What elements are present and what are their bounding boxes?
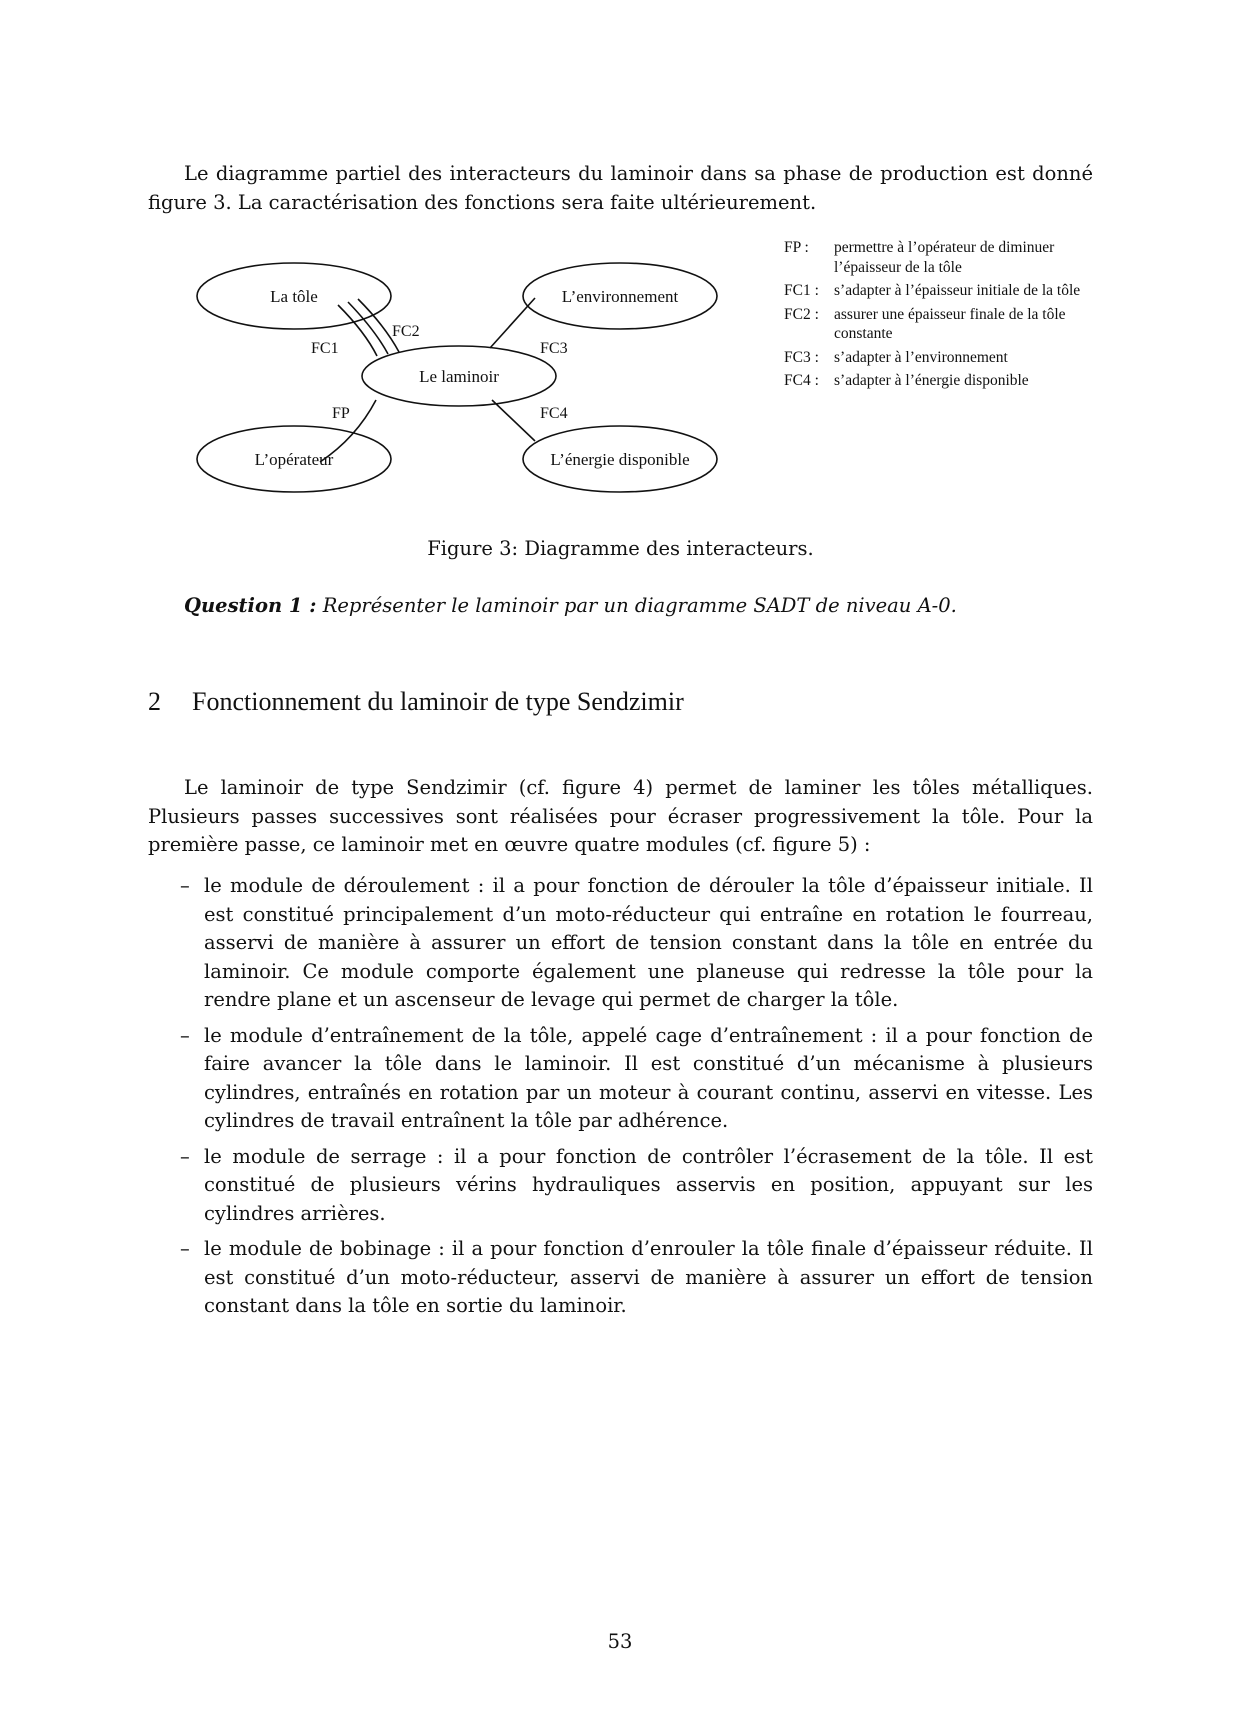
list-item xyxy=(180,1143,1093,1229)
diagram-canvas xyxy=(180,232,780,512)
question-text: Représenter le laminoir par un diagramme SADT de niveau A-0. xyxy=(322,594,957,617)
node-laminoir-label: Le laminoir xyxy=(419,367,499,386)
node-energie-label: L’énergie disponible xyxy=(550,450,690,469)
body-paragraph: Le laminoir de type Sendzimir (cf. figure 4) permet de laminer les tôles métalliques. Plusieurs passes successives sont réalisées pour écraser progressivement la tôle. Pour la première passe, ce laminoir met en œuvre quatre modules (cf. figure 5) : xyxy=(148,776,1093,856)
legend-row xyxy=(784,371,1084,391)
list-item xyxy=(180,1022,1093,1136)
legend-text: permettre à l’opérateur de diminuer l’épaisseur de la tôle xyxy=(834,239,1055,276)
legend-text: s’adapter à l’énergie disponible xyxy=(834,372,1029,389)
link-fc4 xyxy=(492,400,535,441)
list-item-text: le module d’entraînement de la tôle, appelé cage d’entraînement : il a pour fonction de faire avancer la tôle dans le laminoir. Il est constitué d’un mécanisme à plusieurs cylindres, entraînés en rotation par un moteur à courant continu, asservi en vitesse. Les cylindres de travail entraînent la tôle par adhérence. xyxy=(204,1023,1093,1132)
node-operateur-label: L’opérateur xyxy=(254,450,334,469)
figure-caption: Figure 3: Diagramme des interacteurs. xyxy=(427,537,814,560)
legend-row xyxy=(784,305,1084,344)
function-legend xyxy=(784,238,1084,395)
list-item xyxy=(180,872,1093,1015)
link-fp-label: FP xyxy=(332,405,350,422)
bullet-dash: – xyxy=(180,874,190,897)
question-1 xyxy=(184,594,957,617)
section-title: Fonctionnement du laminoir de type Sendzimir xyxy=(192,687,684,716)
question-label: Question 1 : xyxy=(184,594,317,617)
link-fc3-label: FC3 xyxy=(540,340,568,357)
legend-code: FC1 : xyxy=(784,282,819,299)
legend-row xyxy=(784,348,1084,368)
interactor-diagram xyxy=(180,232,1080,512)
list-item xyxy=(180,1235,1093,1321)
node-environnement-label: L’environnement xyxy=(561,287,679,306)
list-item-text: le module de déroulement : il a pour fonction de dérouler la tôle d’épaisseur initiale. Il est constitué principalement d’un moto-réducteur qui entraîne en rotation le fourreau, asservi de manière à assurer un effort de tension constant dans la tôle en entrée du laminoir. Ce module comporte également une planeuse qui redresse la tôle pour la rendre plane et un ascenseur de levage qui permet de charger la tôle. xyxy=(204,874,1093,1011)
legend-text: assurer une épaisseur finale de la tôle constante xyxy=(834,305,1066,342)
bullet-dash: – xyxy=(180,1023,190,1047)
link-fc2-label: FC2 xyxy=(392,323,420,340)
node-tole-label: La tôle xyxy=(270,287,318,306)
module-list xyxy=(180,872,1093,1328)
legend-text: s’adapter à l’épaisseur initiale de la tôle xyxy=(834,282,1081,299)
link-fc3 xyxy=(490,298,535,348)
legend-row xyxy=(784,281,1084,301)
bullet-dash: – xyxy=(180,1237,190,1260)
section-number: 2 xyxy=(148,687,161,716)
list-item-text: le module de serrage : il a pour fonction de contrôler l’écrasement de la tôle. Il est constitué de plusieurs vérins hydrauliques asservis en position, appuyant sur les cylindres arrières. xyxy=(204,1144,1093,1225)
list-item-text: le module de bobinage : il a pour fonction d’enrouler la tôle finale d’épaisseur réduite. Il est constitué d’un moto-réducteur, asservi de manière à assurer un effort de tension constant dans la tôle en sortie du laminoir. xyxy=(204,1237,1093,1317)
link-fc4-label: FC4 xyxy=(540,405,568,422)
legend-code: FP : xyxy=(784,239,809,256)
link-fc1-label: FC1 xyxy=(311,340,339,357)
legend-code: FC4 : xyxy=(784,372,819,389)
legend-code: FC2 : xyxy=(784,305,819,323)
intro-paragraph: Le diagramme partiel des interacteurs du laminoir dans sa phase de production est donné figure 3. La caractérisation des fonctions sera faite ultérieurement. xyxy=(148,162,1093,214)
legend-code: FC3 : xyxy=(784,348,819,366)
page-number: 53 xyxy=(607,1630,633,1653)
legend-text: s’adapter à l’environnement xyxy=(834,348,1008,366)
bullet-dash: – xyxy=(180,1144,190,1168)
section-heading xyxy=(148,687,684,717)
legend-row xyxy=(784,238,1084,277)
